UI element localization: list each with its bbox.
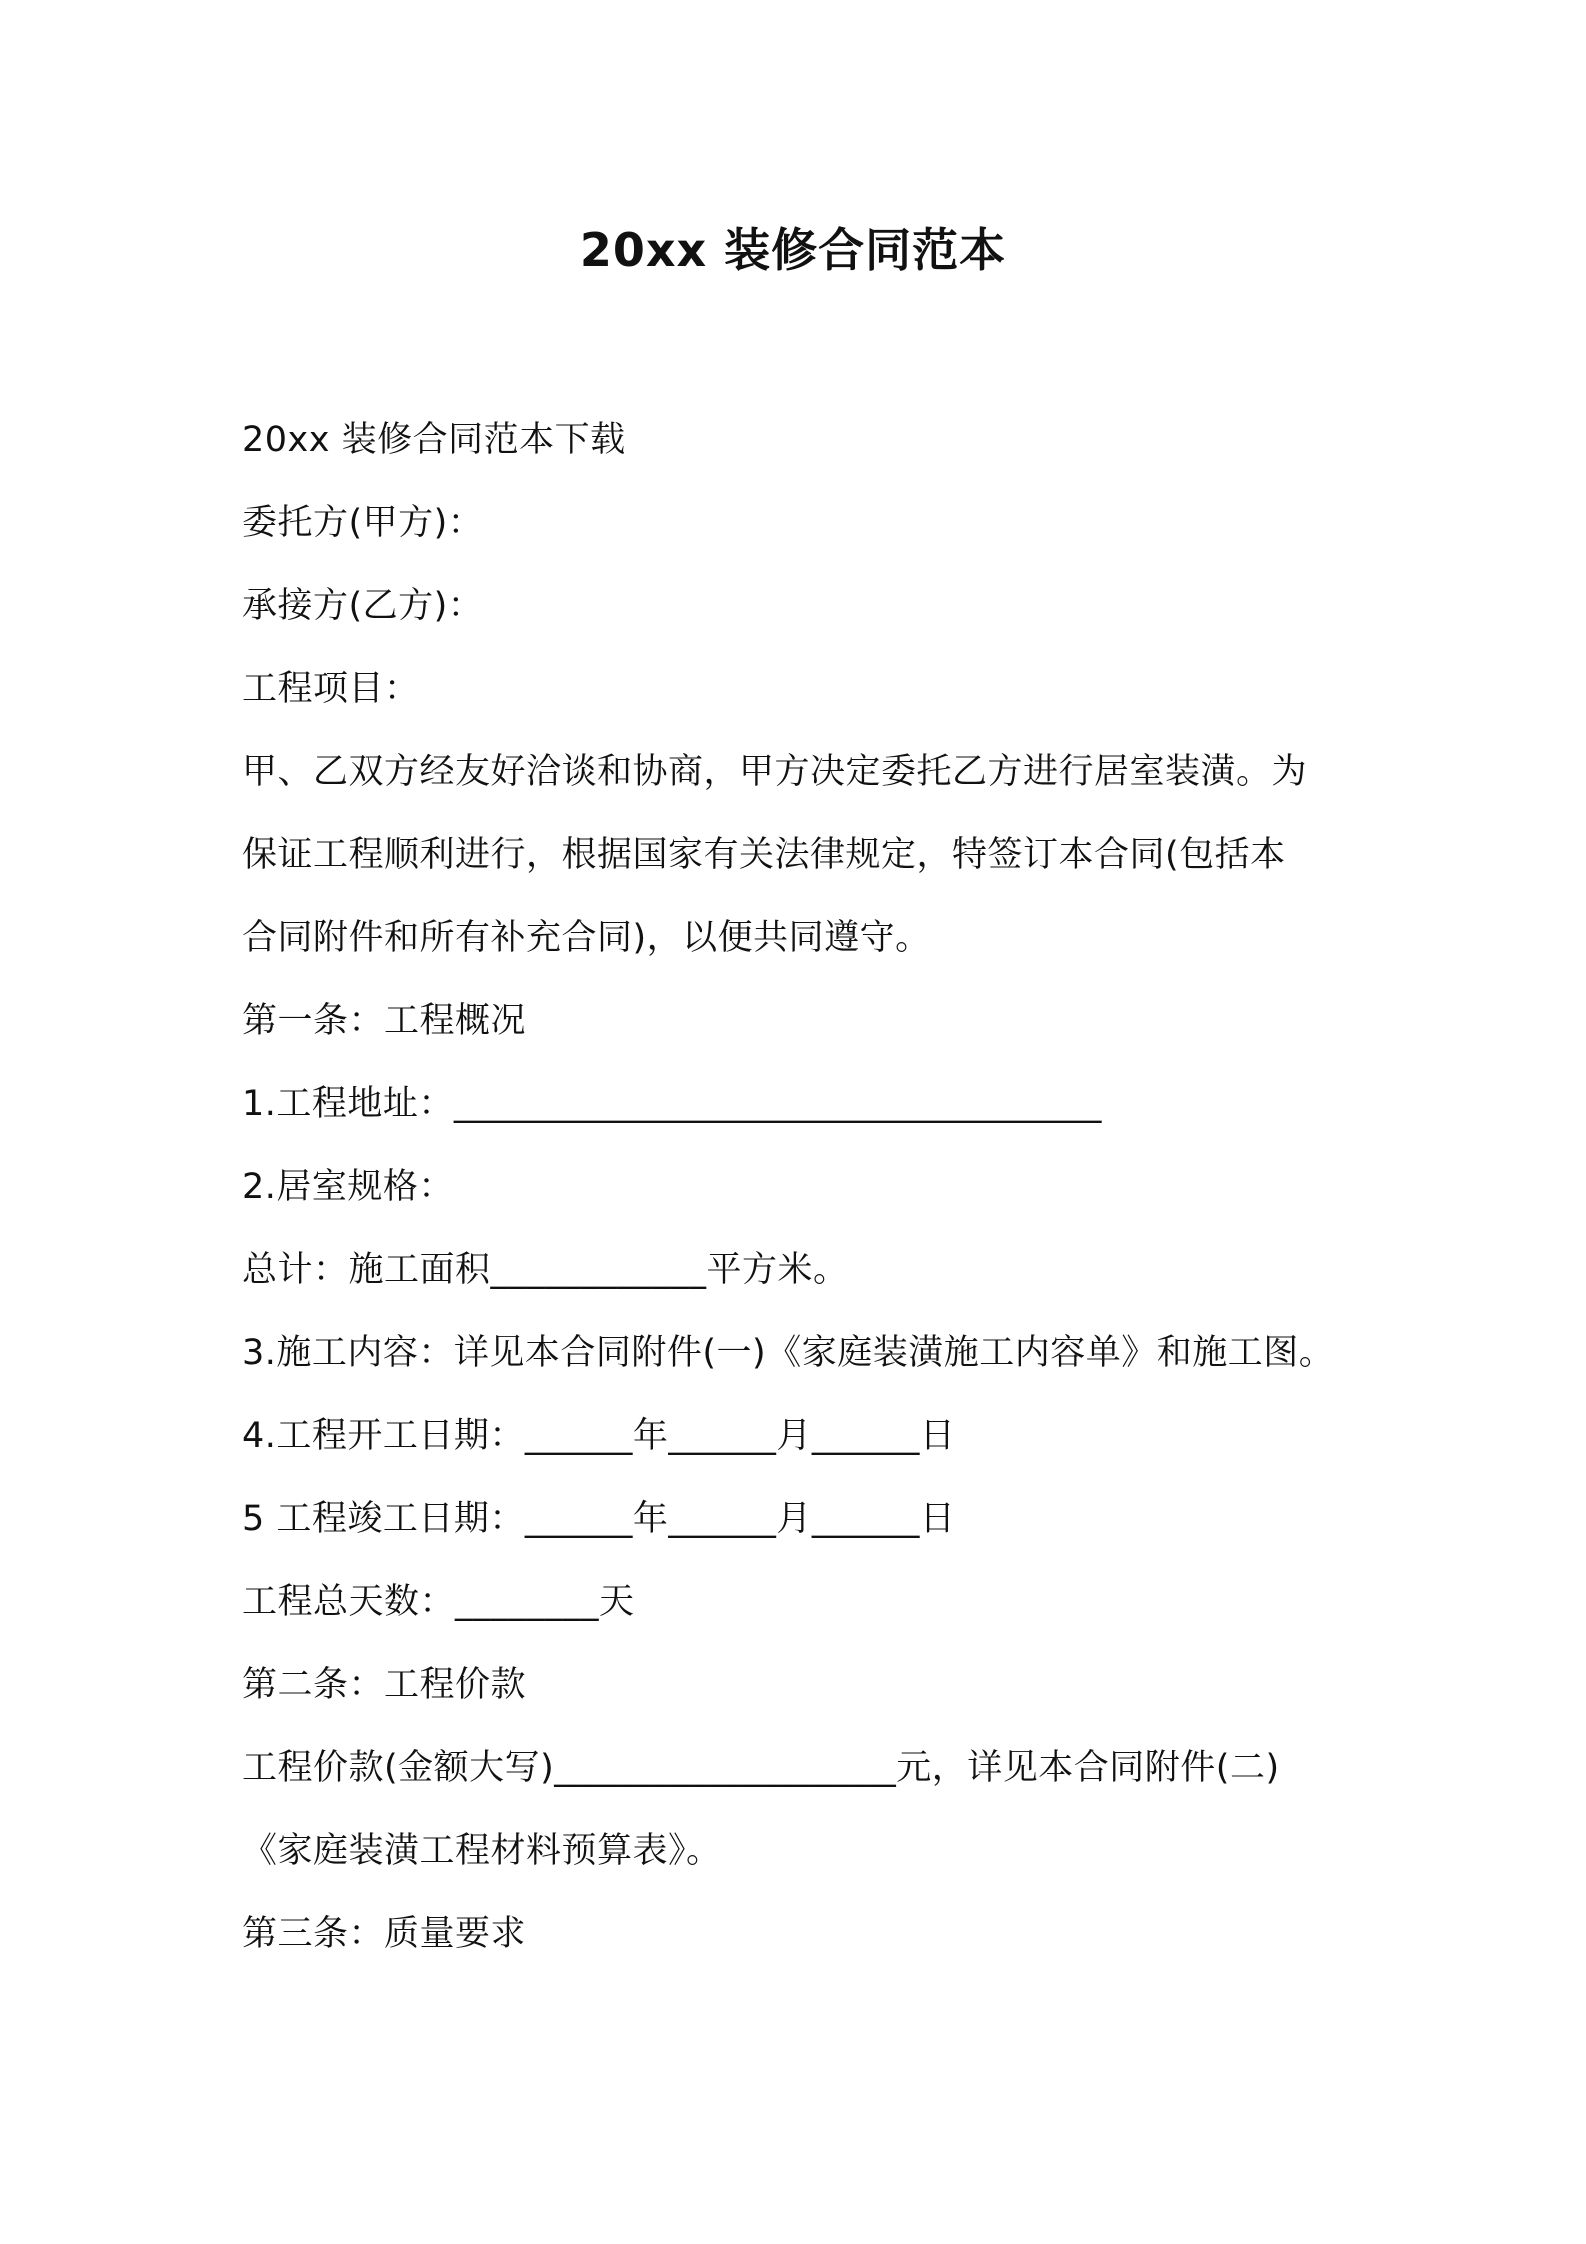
intro-paragraph-line-3: 合同附件和所有补充合同)，以便共同遵守。	[242, 918, 931, 958]
room-spec-line: 2.居室规格：	[242, 1167, 454, 1207]
price-line-1: 工程价款(金额大写)___________________元，详见本合同附件(二)	[242, 1748, 1280, 1788]
article-3-heading: 第三条：质量要求	[242, 1914, 527, 1954]
total-days-line: 工程总天数：________天	[242, 1582, 635, 1622]
article-1-heading: 第一条：工程概况	[242, 1001, 527, 1041]
article-2-heading: 第二条：工程价款	[242, 1665, 527, 1705]
project-address-line: 1.工程地址：____________________________________	[242, 1084, 1102, 1124]
subtitle-line: 20xx 装修合同范本下载	[242, 420, 626, 460]
project-line: 工程项目：	[242, 669, 420, 709]
party-a-line: 委托方(甲方)：	[242, 503, 484, 543]
party-b-line: 承接方(乙方)：	[242, 586, 484, 626]
start-date-line: 4.工程开工日期：______年______月______日	[242, 1416, 956, 1456]
construction-content-line: 3.施工内容：详见本合同附件(一)《家庭装潢施工内容单》和施工图。	[242, 1333, 1335, 1373]
total-area-line: 总计：施工面积____________平方米。	[242, 1250, 849, 1290]
price-line-2: 《家庭装潢工程材料预算表》。	[242, 1831, 722, 1871]
document-title: 20xx 装修合同范本	[579, 223, 1007, 277]
completion-date-line: 5 工程竣工日期：______年______月______日	[242, 1499, 956, 1539]
intro-paragraph-line-2: 保证工程顺利进行，根据国家有关法律规定，特签订本合同(包括本	[242, 835, 1286, 875]
intro-paragraph-line-1: 甲、乙双方经友好洽谈和协商，甲方决定委托乙方进行居室装潢。为	[242, 752, 1308, 792]
